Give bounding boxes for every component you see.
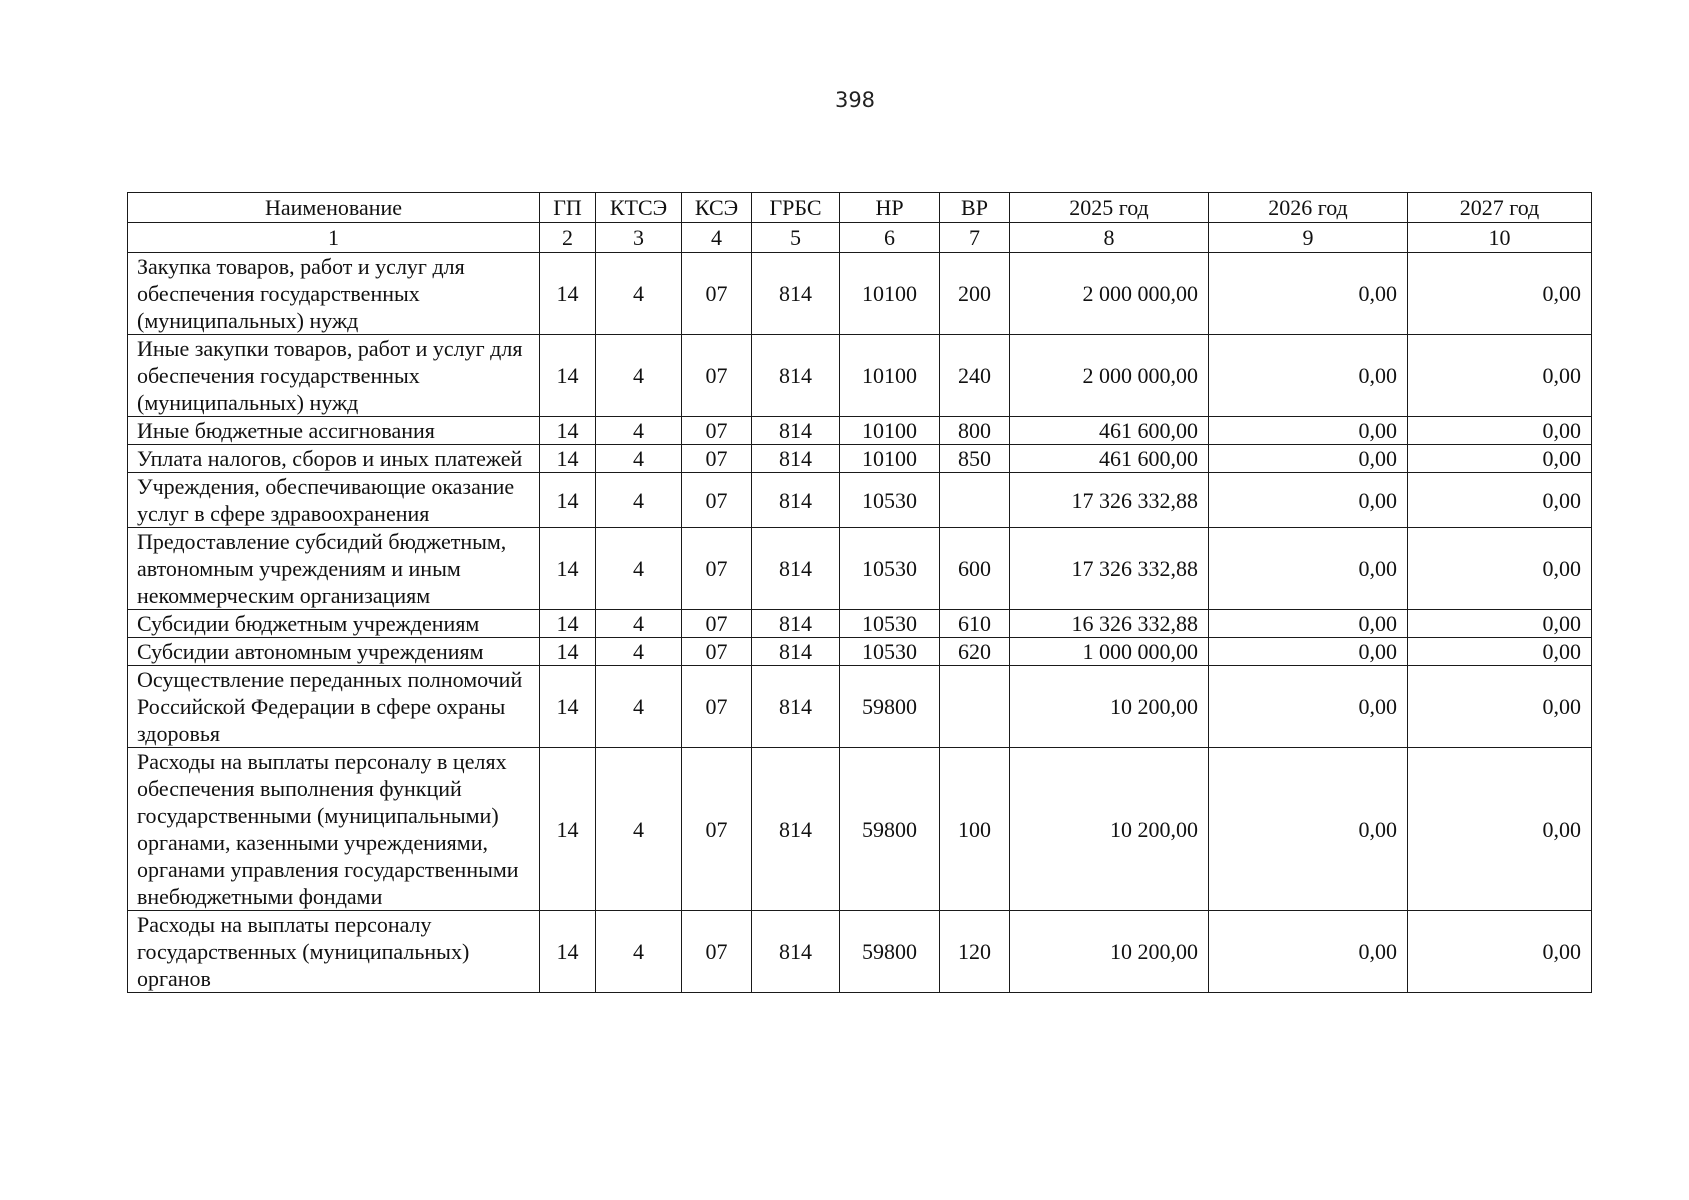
cell-gp: 14 (540, 748, 596, 911)
cell-grbs: 814 (752, 335, 840, 417)
cell-2026: 0,00 (1209, 638, 1408, 666)
column-number-cell: 2 (540, 223, 596, 253)
cell-kse: 07 (682, 335, 752, 417)
column-number-cell: 9 (1209, 223, 1408, 253)
cell-grbs: 814 (752, 253, 840, 335)
cell-2026: 0,00 (1209, 911, 1408, 993)
cell-ktse: 4 (596, 610, 682, 638)
cell-kse: 07 (682, 610, 752, 638)
cell-2025: 461 600,00 (1010, 445, 1209, 473)
column-number-cell: 1 (128, 223, 540, 253)
table-row (128, 528, 1592, 610)
cell-grbs: 814 (752, 610, 840, 638)
cell-kse: 07 (682, 666, 752, 748)
header-row (128, 193, 1592, 223)
table-row (128, 417, 1592, 445)
cell-2025: 16 326 332,88 (1010, 610, 1209, 638)
header-cell-grbs: ГРБС (752, 193, 840, 223)
header-cell-2026: 2026 год (1209, 193, 1408, 223)
cell-2025: 1 000 000,00 (1010, 638, 1209, 666)
cell-ktse: 4 (596, 638, 682, 666)
cell-name: Предоставление субсидий бюджетным, автономным учреждениям и иным некоммерческим организациям (128, 528, 540, 610)
budget-table (127, 192, 1592, 993)
column-number-cell: 5 (752, 223, 840, 253)
cell-nr: 10530 (840, 528, 940, 610)
cell-grbs: 814 (752, 666, 840, 748)
table-body (128, 223, 1592, 993)
cell-name: Уплата налогов, сборов и иных платежей (128, 445, 540, 473)
cell-grbs: 814 (752, 528, 840, 610)
header-cell-kse: КСЭ (682, 193, 752, 223)
cell-2026: 0,00 (1209, 445, 1408, 473)
column-number-cell: 10 (1408, 223, 1592, 253)
cell-vr: 120 (940, 911, 1010, 993)
table-row (128, 253, 1592, 335)
cell-grbs: 814 (752, 417, 840, 445)
table-row (128, 335, 1592, 417)
cell-ktse: 4 (596, 528, 682, 610)
cell-kse: 07 (682, 748, 752, 911)
cell-ktse: 4 (596, 253, 682, 335)
cell-2026: 0,00 (1209, 417, 1408, 445)
cell-nr: 10100 (840, 417, 940, 445)
cell-kse: 07 (682, 473, 752, 528)
table-row (128, 610, 1592, 638)
cell-ktse: 4 (596, 335, 682, 417)
cell-gp: 14 (540, 666, 596, 748)
cell-2027: 0,00 (1408, 610, 1592, 638)
cell-vr: 100 (940, 748, 1010, 911)
cell-ktse: 4 (596, 748, 682, 911)
column-number-cell: 8 (1010, 223, 1209, 253)
cell-2026: 0,00 (1209, 610, 1408, 638)
cell-nr: 10530 (840, 610, 940, 638)
cell-kse: 07 (682, 445, 752, 473)
cell-2027: 0,00 (1408, 911, 1592, 993)
cell-2027: 0,00 (1408, 445, 1592, 473)
cell-2027: 0,00 (1408, 748, 1592, 911)
cell-name: Субсидии бюджетным учреждениям (128, 610, 540, 638)
cell-2025: 10 200,00 (1010, 666, 1209, 748)
cell-gp: 14 (540, 528, 596, 610)
table-header (128, 193, 1592, 223)
cell-vr (940, 666, 1010, 748)
cell-name: Закупка товаров, работ и услуг для обеспечения государственных (муниципальных) нужд (128, 253, 540, 335)
table-row (128, 445, 1592, 473)
cell-nr: 59800 (840, 748, 940, 911)
cell-2025: 461 600,00 (1010, 417, 1209, 445)
cell-2026: 0,00 (1209, 335, 1408, 417)
cell-2026: 0,00 (1209, 253, 1408, 335)
cell-2027: 0,00 (1408, 638, 1592, 666)
table-row (128, 748, 1592, 911)
cell-ktse: 4 (596, 445, 682, 473)
cell-2026: 0,00 (1209, 666, 1408, 748)
cell-gp: 14 (540, 335, 596, 417)
header-cell-2025: 2025 год (1010, 193, 1209, 223)
cell-ktse: 4 (596, 911, 682, 993)
cell-name: Иные бюджетные ассигнования (128, 417, 540, 445)
cell-ktse: 4 (596, 417, 682, 445)
cell-2027: 0,00 (1408, 666, 1592, 748)
cell-name: Иные закупки товаров, работ и услуг для обеспечения государственных (муниципальных) нужд (128, 335, 540, 417)
cell-gp: 14 (540, 253, 596, 335)
cell-vr: 620 (940, 638, 1010, 666)
header-cell-gp: ГП (540, 193, 596, 223)
cell-name: Субсидии автономным учреждениям (128, 638, 540, 666)
cell-vr: 240 (940, 335, 1010, 417)
table-row (128, 666, 1592, 748)
cell-nr: 59800 (840, 911, 940, 993)
cell-nr: 59800 (840, 666, 940, 748)
cell-gp: 14 (540, 610, 596, 638)
table-row (128, 473, 1592, 528)
cell-kse: 07 (682, 911, 752, 993)
page-number: 398 (834, 88, 876, 112)
cell-2027: 0,00 (1408, 253, 1592, 335)
cell-grbs: 814 (752, 445, 840, 473)
column-number-row (128, 223, 1592, 253)
header-cell-vr: ВР (940, 193, 1010, 223)
cell-kse: 07 (682, 528, 752, 610)
cell-vr: 200 (940, 253, 1010, 335)
cell-gp: 14 (540, 638, 596, 666)
cell-name: Осуществление переданных полномочий Российской Федерации в сфере охраны здоровья (128, 666, 540, 748)
cell-grbs: 814 (752, 748, 840, 911)
cell-2027: 0,00 (1408, 473, 1592, 528)
table-row (128, 638, 1592, 666)
cell-2025: 17 326 332,88 (1010, 528, 1209, 610)
cell-vr: 600 (940, 528, 1010, 610)
cell-name: Учреждения, обеспечивающие оказание услуг в сфере здравоохранения (128, 473, 540, 528)
cell-grbs: 814 (752, 911, 840, 993)
table-row (128, 911, 1592, 993)
column-number-cell: 3 (596, 223, 682, 253)
cell-2025: 2 000 000,00 (1010, 253, 1209, 335)
cell-2027: 0,00 (1408, 528, 1592, 610)
cell-vr: 610 (940, 610, 1010, 638)
cell-nr: 10100 (840, 253, 940, 335)
cell-grbs: 814 (752, 473, 840, 528)
cell-2025: 10 200,00 (1010, 748, 1209, 911)
cell-gp: 14 (540, 417, 596, 445)
cell-grbs: 814 (752, 638, 840, 666)
header-cell-2027: 2027 год (1408, 193, 1592, 223)
cell-2025: 17 326 332,88 (1010, 473, 1209, 528)
cell-gp: 14 (540, 445, 596, 473)
header-cell-name: Наименование (128, 193, 540, 223)
cell-name: Расходы на выплаты персоналу в целях обеспечения выполнения функций государственными (муниципальными) органами, казенными учреждениями, органами управления государственными внебюджетными фондами (128, 748, 540, 911)
cell-2025: 2 000 000,00 (1010, 335, 1209, 417)
column-number-cell: 4 (682, 223, 752, 253)
cell-ktse: 4 (596, 666, 682, 748)
column-number-cell: 6 (840, 223, 940, 253)
cell-nr: 10530 (840, 638, 940, 666)
cell-vr (940, 473, 1010, 528)
cell-2026: 0,00 (1209, 748, 1408, 911)
cell-gp: 14 (540, 473, 596, 528)
cell-2026: 0,00 (1209, 473, 1408, 528)
cell-ktse: 4 (596, 473, 682, 528)
cell-nr: 10100 (840, 445, 940, 473)
cell-kse: 07 (682, 253, 752, 335)
cell-name: Расходы на выплаты персоналу государственных (муниципальных) органов (128, 911, 540, 993)
cell-nr: 10530 (840, 473, 940, 528)
cell-kse: 07 (682, 638, 752, 666)
cell-vr: 850 (940, 445, 1010, 473)
cell-gp: 14 (540, 911, 596, 993)
cell-2026: 0,00 (1209, 528, 1408, 610)
header-cell-ktse: КТСЭ (596, 193, 682, 223)
column-number-cell: 7 (940, 223, 1010, 253)
cell-vr: 800 (940, 417, 1010, 445)
header-cell-nr: НР (840, 193, 940, 223)
cell-nr: 10100 (840, 335, 940, 417)
cell-kse: 07 (682, 417, 752, 445)
cell-2025: 10 200,00 (1010, 911, 1209, 993)
cell-2027: 0,00 (1408, 417, 1592, 445)
cell-2027: 0,00 (1408, 335, 1592, 417)
